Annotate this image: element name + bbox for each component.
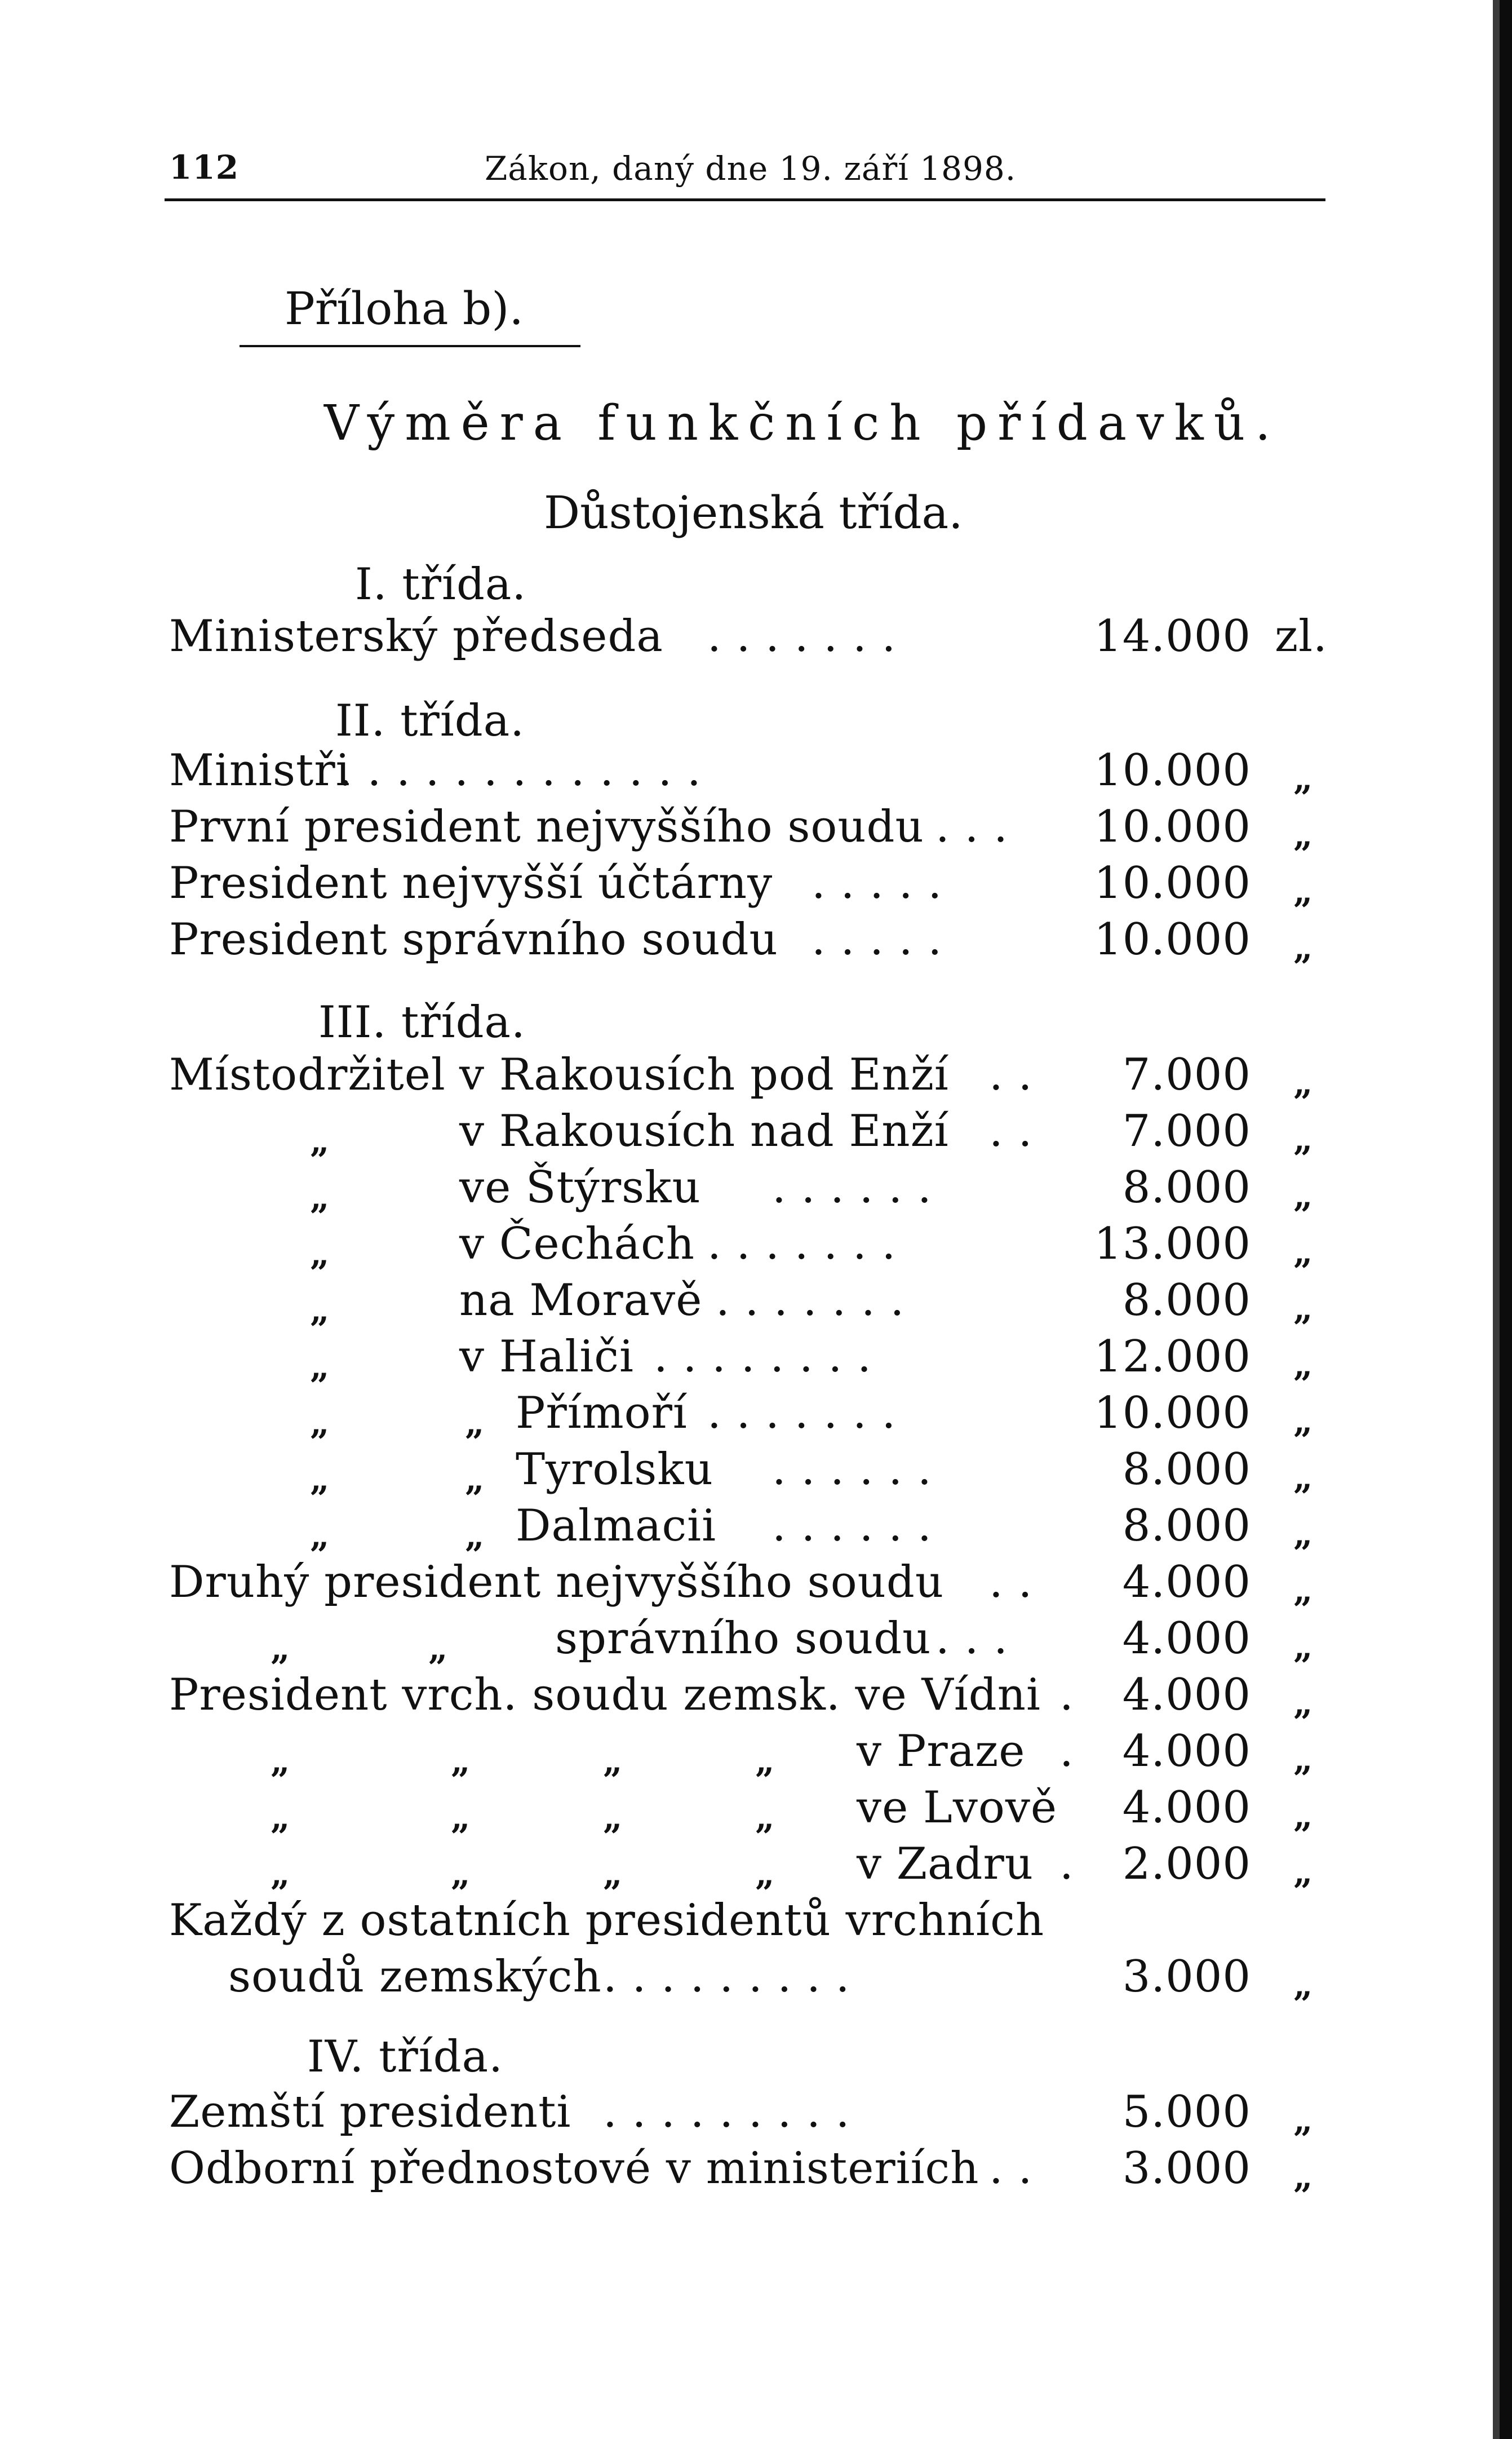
- row-amount: 5.000: [1122, 2087, 1251, 2137]
- scan-edge-shadow: [1493, 0, 1500, 2439]
- class-heading-3: III. třída.: [318, 997, 526, 1048]
- row-label: soudů zemských: [228, 1951, 602, 2002]
- ditto-mark: „: [310, 1347, 330, 1387]
- ditto-mark: „: [310, 1291, 330, 1330]
- ditto-mark: „: [1293, 2157, 1313, 2197]
- ditto-mark: „: [465, 1404, 485, 1443]
- row-dots: . .: [989, 1106, 1033, 1157]
- ditto-mark: „: [465, 1516, 485, 1556]
- ditto-mark: „: [271, 1629, 290, 1668]
- ditto-mark: „: [1293, 759, 1313, 799]
- row-label: Místodržitel: [169, 1050, 446, 1100]
- ditto-mark: „: [310, 1122, 330, 1161]
- ditto-mark: „: [1293, 1402, 1313, 1441]
- row-dots: . . . . . . .: [707, 1219, 897, 1269]
- row-place: správního soudu: [555, 1613, 932, 1664]
- ditto-mark: „: [1293, 1684, 1313, 1723]
- ditto-mark: „: [1293, 1064, 1313, 1103]
- ditto-mark: „: [755, 1742, 775, 1781]
- row-dots: . . . . . . . . . . . . .: [338, 745, 702, 796]
- row-amount: 7.000: [1122, 1106, 1251, 1157]
- row-amount: 10.000: [1094, 914, 1251, 965]
- ditto-mark: „: [310, 1178, 330, 1218]
- row-amount: 7.000: [1122, 1050, 1251, 1100]
- row-amount: 12.000: [1094, 1331, 1251, 1382]
- row-dots: . . . . . . . . .: [603, 1951, 850, 2002]
- row-dots: . . . . . . .: [707, 1388, 897, 1438]
- row-amount: 2.000: [1122, 1839, 1251, 1889]
- ditto-mark: „: [1293, 2101, 1313, 2140]
- row-label: Druhý president nejvyššího soudu: [169, 1557, 945, 1608]
- row-amount: 8.000: [1122, 1162, 1251, 1213]
- row-dots: .: [1059, 1726, 1074, 1777]
- header-rule: [165, 198, 1325, 201]
- class-heading-1: I. třída.: [355, 559, 527, 610]
- row-amount: 4.000: [1122, 1782, 1251, 1833]
- ditto-mark: „: [451, 1854, 471, 1894]
- row-dots: .: [1059, 1670, 1074, 1720]
- ditto-mark: „: [603, 1742, 623, 1781]
- row-dots: . . . . .: [812, 914, 943, 965]
- ditto-mark: „: [271, 1798, 290, 1838]
- row-dots: . . . . . .: [772, 1500, 932, 1551]
- row-place: v Rakousích nad Enží: [459, 1106, 949, 1157]
- ditto-mark: „: [1293, 1120, 1313, 1159]
- running-title: Zákon, daný dne 19. září 1898.: [485, 149, 1017, 188]
- row-label: Ministerský předseda: [169, 611, 663, 662]
- row-place: ve Štýrsku: [459, 1162, 701, 1213]
- ditto-mark: „: [1293, 1571, 1313, 1610]
- document-title: Výměra funkčních přídavků.: [324, 395, 1281, 451]
- row-amount: 3.000: [1122, 2143, 1251, 2194]
- row-dots: . .: [989, 1050, 1033, 1100]
- ditto-mark: „: [755, 1854, 775, 1894]
- row-label: President správního soudu: [169, 914, 778, 965]
- ditto-mark: „: [451, 1742, 471, 1781]
- row-dots: . . . . .: [812, 858, 943, 909]
- row-amount: 10.000: [1094, 1388, 1251, 1438]
- row-dots: . . . . . . . .: [654, 1331, 872, 1382]
- row-place: na Moravě: [459, 1275, 703, 1326]
- row-place: ve Lvově: [857, 1782, 1058, 1833]
- row-amount: 4.000: [1122, 1670, 1251, 1720]
- row-amount: 4.000: [1122, 1726, 1251, 1777]
- row-amount: 4.000: [1122, 1557, 1251, 1608]
- ditto-mark: „: [465, 1460, 485, 1499]
- row-label: Ministři: [169, 745, 351, 796]
- row-amount: 3.000: [1122, 1951, 1251, 2002]
- class-heading-4: IV. třída.: [307, 2031, 503, 2082]
- row-place: v Praze: [857, 1726, 1026, 1777]
- ditto-mark: „: [1293, 872, 1313, 911]
- page-number: 112: [169, 148, 240, 187]
- row-label: První president nejvyššího soudu: [169, 802, 924, 852]
- row-place: Přímoří: [516, 1388, 688, 1438]
- row-label: President nejvyšší účtárny: [169, 858, 773, 909]
- row-dots: . . . . . .: [772, 1444, 932, 1495]
- appendix-label: Příloha b).: [285, 282, 524, 335]
- row-unit: zl.: [1275, 611, 1328, 662]
- ditto-mark: „: [1293, 1966, 1313, 2005]
- row-place: v Zadru: [857, 1839, 1034, 1889]
- ditto-mark: „: [310, 1234, 330, 1274]
- row-amount: 8.000: [1122, 1275, 1251, 1326]
- row-label: Odborní přednostové v ministeriích: [169, 2143, 979, 2194]
- row-label: Zemští presidenti: [169, 2087, 571, 2137]
- scan-edge: [1500, 0, 1512, 2439]
- ditto-mark: „: [310, 1404, 330, 1443]
- row-dots: . . .: [935, 802, 1008, 852]
- row-dots: .: [1059, 1839, 1074, 1889]
- ditto-mark: „: [1293, 816, 1313, 855]
- ditto-mark: „: [428, 1629, 448, 1668]
- row-dots: . . . . . . .: [716, 1275, 905, 1326]
- row-label: President vrch. soudu zemsk. ve Vídni: [169, 1670, 1041, 1720]
- row-place: v Rakousích pod Enží: [459, 1050, 949, 1100]
- row-amount: 10.000: [1094, 745, 1251, 796]
- class-heading-2: II. třída.: [335, 696, 525, 746]
- section-subtitle: Důstojenská třída.: [544, 486, 963, 539]
- ditto-mark: „: [1293, 1345, 1313, 1385]
- ditto-mark: „: [310, 1516, 330, 1556]
- row-place: v Čechách: [459, 1219, 695, 1269]
- row-amount: 4.000: [1122, 1613, 1251, 1664]
- ditto-mark: „: [1293, 1515, 1313, 1554]
- row-place: Dalmacii: [516, 1500, 717, 1551]
- ditto-mark: „: [1293, 1627, 1313, 1667]
- row-amount: 8.000: [1122, 1444, 1251, 1495]
- ditto-mark: „: [1293, 1458, 1313, 1498]
- row-dots: . . . . . . . . .: [603, 2087, 850, 2137]
- row-dots: . . . . . . .: [707, 611, 897, 662]
- ditto-mark: „: [271, 1854, 290, 1894]
- row-amount: 10.000: [1094, 802, 1251, 852]
- row-dots: . .: [989, 1557, 1033, 1608]
- ditto-mark: „: [603, 1798, 623, 1838]
- ditto-mark: „: [310, 1460, 330, 1499]
- row-amount: 13.000: [1094, 1219, 1251, 1269]
- ditto-mark: „: [451, 1798, 471, 1838]
- ditto-mark: „: [1293, 1740, 1313, 1780]
- row-place: v Haliči: [459, 1331, 634, 1382]
- row-amount: 10.000: [1094, 858, 1251, 909]
- ditto-mark: „: [1293, 928, 1313, 968]
- ditto-mark: „: [755, 1798, 775, 1838]
- ditto-mark: „: [603, 1854, 623, 1894]
- row-dots: . . .: [935, 1613, 1008, 1664]
- ditto-mark: „: [271, 1742, 290, 1781]
- row-dots: . .: [989, 2143, 1033, 2194]
- appendix-rule: [240, 345, 580, 347]
- row-place: Tyrolsku: [516, 1444, 713, 1495]
- ditto-mark: „: [1293, 1176, 1313, 1216]
- row-amount: 14.000: [1094, 611, 1251, 662]
- row-label: Každý z ostatních presidentů vrchních: [169, 1895, 1045, 1946]
- ditto-mark: „: [1293, 1233, 1313, 1272]
- ditto-mark: „: [1293, 1853, 1313, 1892]
- ditto-mark: „: [1293, 1289, 1313, 1329]
- row-amount: 8.000: [1122, 1500, 1251, 1551]
- row-dots: . . . . . .: [772, 1162, 932, 1213]
- ditto-mark: „: [1293, 1796, 1313, 1836]
